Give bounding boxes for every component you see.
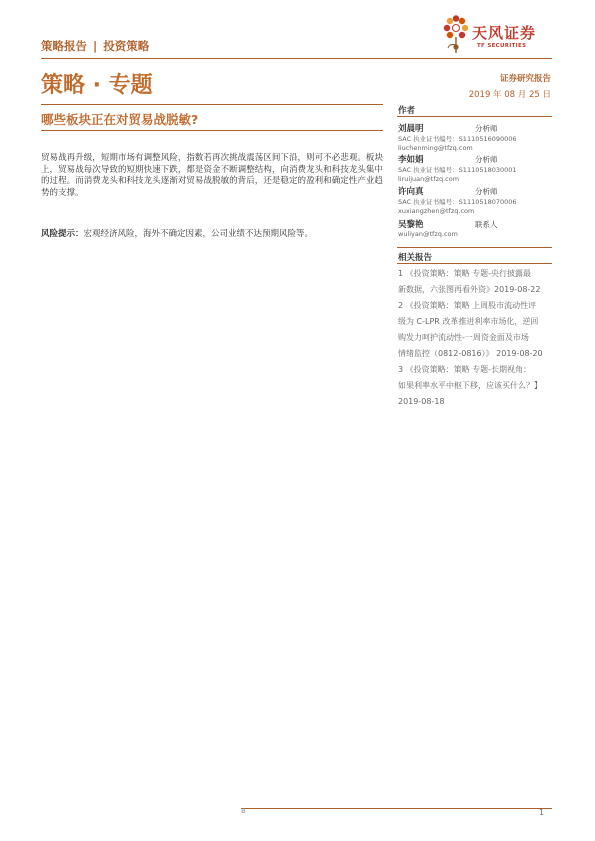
author-email[interactable]: wuliyan@tfzq.com — [398, 230, 458, 238]
author-sac: SAC 执业证书编号：S1110518070006 — [398, 198, 517, 206]
footer-mark: в — [241, 806, 246, 815]
related-reports-list — [398, 266, 553, 410]
authors-divider — [397, 116, 552, 117]
report-type: 证券研究报告 — [499, 74, 551, 84]
author-email[interactable]: liuchenming@tfzq.com — [398, 144, 473, 152]
author-role: 分析师 — [475, 187, 498, 196]
related-heading: 相关报告 — [398, 253, 433, 263]
author-role: 分析师 — [475, 124, 498, 133]
category-strategy: 策略报告 — [41, 39, 87, 53]
related-report-line[interactable]: 2019-08-18 — [398, 397, 445, 406]
risk-label: 风险提示： — [41, 229, 84, 239]
related-top-divider — [397, 247, 552, 248]
header-divider — [41, 58, 552, 59]
related-report-line[interactable]: 1 《投资策略：策略 专题-央行披露最 — [398, 269, 532, 278]
related-report-line[interactable]: 如果利率水平中枢下移，应该买什么？】 — [398, 381, 542, 390]
report-subtitle: 哪些板块正在对贸易战脱敏? — [41, 112, 199, 127]
page-number: 1 — [539, 808, 545, 817]
author-role: 分析师 — [475, 155, 498, 164]
author-role: 联系人 — [475, 220, 498, 229]
author-email[interactable]: xuxiangzhen@tfzq.com — [398, 207, 475, 215]
author-sac: SAC 执业证书编号：S1110516090006 — [398, 135, 517, 143]
related-report-line[interactable]: 3 《投资策略：策略 专题-长期视角： — [398, 365, 532, 374]
risk-warning — [41, 229, 383, 241]
related-report-line[interactable]: 新数据，六张图再看外资》2019-08-22 — [398, 285, 541, 294]
subtitle-bottom-divider — [41, 130, 383, 131]
author-name: 吴黎艳 — [398, 220, 424, 230]
brand-name: 天风证券 — [472, 24, 537, 42]
category-separator: | — [93, 39, 98, 53]
logo-petals — [444, 15, 468, 53]
author-email[interactable]: liruijuan@tfzq.com — [398, 175, 460, 183]
author-sac: SAC 执业证书编号：S1110518030001 — [398, 166, 517, 174]
page-title: 策略 · 专题 — [41, 73, 153, 98]
author-name: 许向真 — [398, 187, 424, 197]
authors-heading: 作者 — [398, 106, 416, 116]
risk-text: 宏观经济风险，海外不确定因素，公司业绩不达预期风险等。 — [83, 229, 314, 239]
related-report-line[interactable]: 2 《投资策略：策略 上周股市流动性评 — [398, 301, 537, 310]
subtitle-top-divider — [41, 104, 383, 105]
category-investment: 投资策略 — [103, 39, 150, 53]
author-name: 李如娟 — [398, 155, 424, 165]
related-report-line[interactable]: 情绪监控（0812-0816）》 2019-08-20 — [398, 349, 543, 358]
report-category — [41, 38, 149, 54]
brand-sub: TF SECURITIES — [477, 43, 527, 49]
related-divider — [397, 263, 552, 264]
footer-divider — [241, 808, 552, 809]
report-date: 2019 年 08 月 25 日 — [468, 90, 551, 100]
related-report-line[interactable]: 购发力呵护流动性-一周资金面及市场 — [398, 333, 529, 342]
author-name: 刘晨明 — [398, 124, 424, 134]
summary-paragraph: 贸易战再升级，短期市场有调整风险，指数若再次挑战震荡区间下沿，则可不必悲观。板块上，贸易战每次导致的短期快速下跌，都是资金不断调整结构，向消费龙头和科技龙头集中的过程。而消费龙头和科技龙头逐渐对贸易战脱敏的背后，还是稳定的盈利和确定性产业趋势的支撑。 — [41, 153, 383, 198]
related-report-line[interactable]: 级为 C-LPR 改革推进利率市场化，逆回 — [398, 317, 539, 326]
